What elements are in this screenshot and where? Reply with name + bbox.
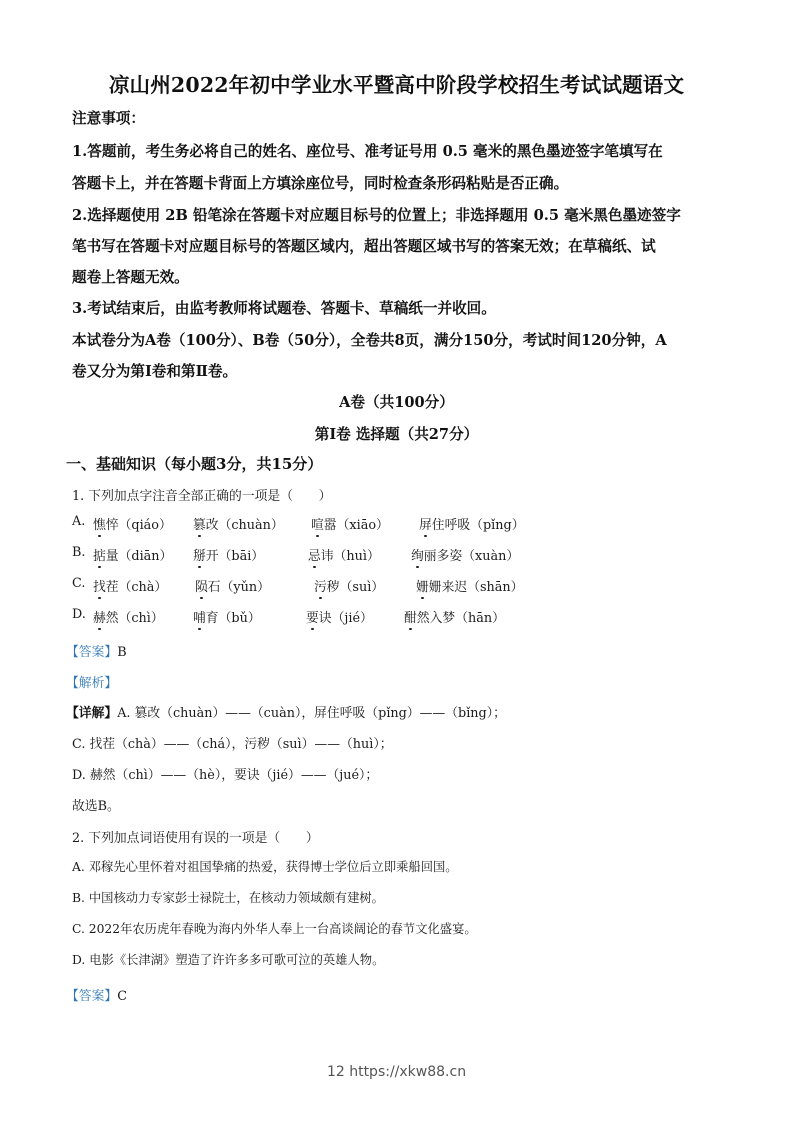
question-1-detail-line-2: C. 找茬（chà）——（chá），污秽（suì）——（huì）； bbox=[72, 737, 393, 752]
notice-line-4: 笔书写在答题卡对应题目标号的答题区域内，超出答题区域书写的答案无效；在草稿纸、试 bbox=[72, 238, 656, 255]
notice-line-7: 本试卷分为A卷（100分）、B卷（50分），全卷共8页，满分150分，考试时间120分钟，A bbox=[72, 332, 667, 349]
notice-line-1: 1.答题前，考生务必将自己的姓名、座位号、准考证号用 0.5 毫米的黑色墨迹签字笔填写在 bbox=[72, 143, 663, 160]
answer-tag: 【答案】 bbox=[66, 645, 118, 660]
question-1-analysis bbox=[66, 672, 117, 691]
option-label: D. bbox=[72, 607, 86, 622]
question-2-answer bbox=[66, 985, 127, 1004]
question-1-answer bbox=[66, 641, 127, 660]
answer-value: B bbox=[117, 645, 127, 660]
option-item: 篡改（chuàn） bbox=[193, 514, 284, 533]
option-item: 赫然（chì） bbox=[93, 607, 164, 626]
option-item: 酣然入梦（hān） bbox=[404, 607, 505, 626]
option-label: A. bbox=[72, 514, 86, 529]
option-item: 姗姗来迟（shān） bbox=[416, 576, 523, 595]
option-item: 屏住呼吸（pǐng） bbox=[419, 514, 525, 533]
notice-line-3: 2.选择题使用 2B 铅笔涂在答题卡对应题目标号的位置上；非选择题用 0.5 毫米黑色墨迹签字 bbox=[72, 207, 681, 224]
question-1-conclusion: 故选B。 bbox=[72, 799, 120, 814]
page-footer: 12 https://xkw88.cn bbox=[326, 1064, 467, 1080]
option-label: B. bbox=[72, 545, 86, 560]
question-2-stem: 2. 下列加点词语使用有误的一项是（ ） bbox=[72, 831, 319, 846]
question-1-stem: 1. 下列加点字注音全部正确的一项是（ ） bbox=[72, 489, 332, 504]
detail-tag: 【详解】 bbox=[66, 706, 118, 721]
question-2-option-c: C. 2022年农历虎年春晚为海内外华人奉上一台高谈阔论的春节文化盛宴。 bbox=[72, 922, 477, 936]
option-item: 喧嚣（xiāo） bbox=[311, 514, 389, 533]
question-1-detail-line-3: D. 赫然（chì）——（hè），要诀（jié）——（jué）； bbox=[72, 768, 379, 783]
option-item: 掰开（bāi） bbox=[193, 545, 264, 564]
option-item: 哺育（bǔ） bbox=[193, 607, 261, 626]
option-item: 绚丽多姿（xuàn） bbox=[411, 545, 519, 564]
question-2-option-a: A. 邓稼先心里怀着对祖国挚痛的热爱，获得博士学位后立即乘船回国。 bbox=[72, 860, 458, 874]
section-1-heading: 一、基础知识（每小题3分，共15分） bbox=[66, 455, 323, 473]
option-item: 找茬（chà） bbox=[93, 576, 167, 595]
document-title: 凉山州2022年初中学业水平暨高中阶段学校招生考试试题语文 bbox=[108, 73, 685, 97]
notice-line-5: 题卷上答题无效。 bbox=[72, 269, 189, 286]
notice-heading: 注意事项： bbox=[72, 110, 145, 127]
question-2-option-d: D. 电影《长津湖》塑造了许许多多可歌可泣的英雄人物。 bbox=[72, 953, 385, 967]
answer-tag: 【答案】 bbox=[66, 989, 118, 1004]
volume-1-heading: 第Ⅰ卷 选择题（共27分） bbox=[314, 426, 479, 443]
option-item: 掂量（diān） bbox=[93, 545, 172, 564]
option-item: 污秽（suì） bbox=[314, 576, 384, 595]
answer-value: C bbox=[117, 989, 127, 1004]
option-item: 憔悴（qiáo） bbox=[93, 514, 172, 533]
question-1-detail-line-1: 【详解】A. 篡改（chuàn）——（cuàn），屏住呼吸（pǐng）——（bǐng）； bbox=[66, 706, 506, 721]
part-a-heading: A卷（共100分） bbox=[339, 394, 454, 411]
notice-line-6: 3.考试结束后，由监考教师将试题卷、答题卡、草稿纸一并收回。 bbox=[72, 300, 496, 317]
notice-line-8: 卷又分为第Ⅰ卷和第Ⅱ卷。 bbox=[72, 363, 238, 380]
analysis-tag: 【解析】 bbox=[66, 676, 118, 691]
option-item: 要诀（jié） bbox=[306, 607, 373, 626]
option-item: 忌讳（huì） bbox=[308, 545, 380, 564]
option-label: C. bbox=[72, 576, 86, 591]
notice-line-2: 答题卡上，并在答题卡背面上方填涂座位号，同时检查条形码粘贴是否正确。 bbox=[72, 175, 569, 192]
option-item: 陨石（yǔn） bbox=[195, 576, 270, 595]
question-2-option-b: B. 中国核动力专家彭士禄院士，在核动力领域颇有建树。 bbox=[72, 891, 384, 905]
